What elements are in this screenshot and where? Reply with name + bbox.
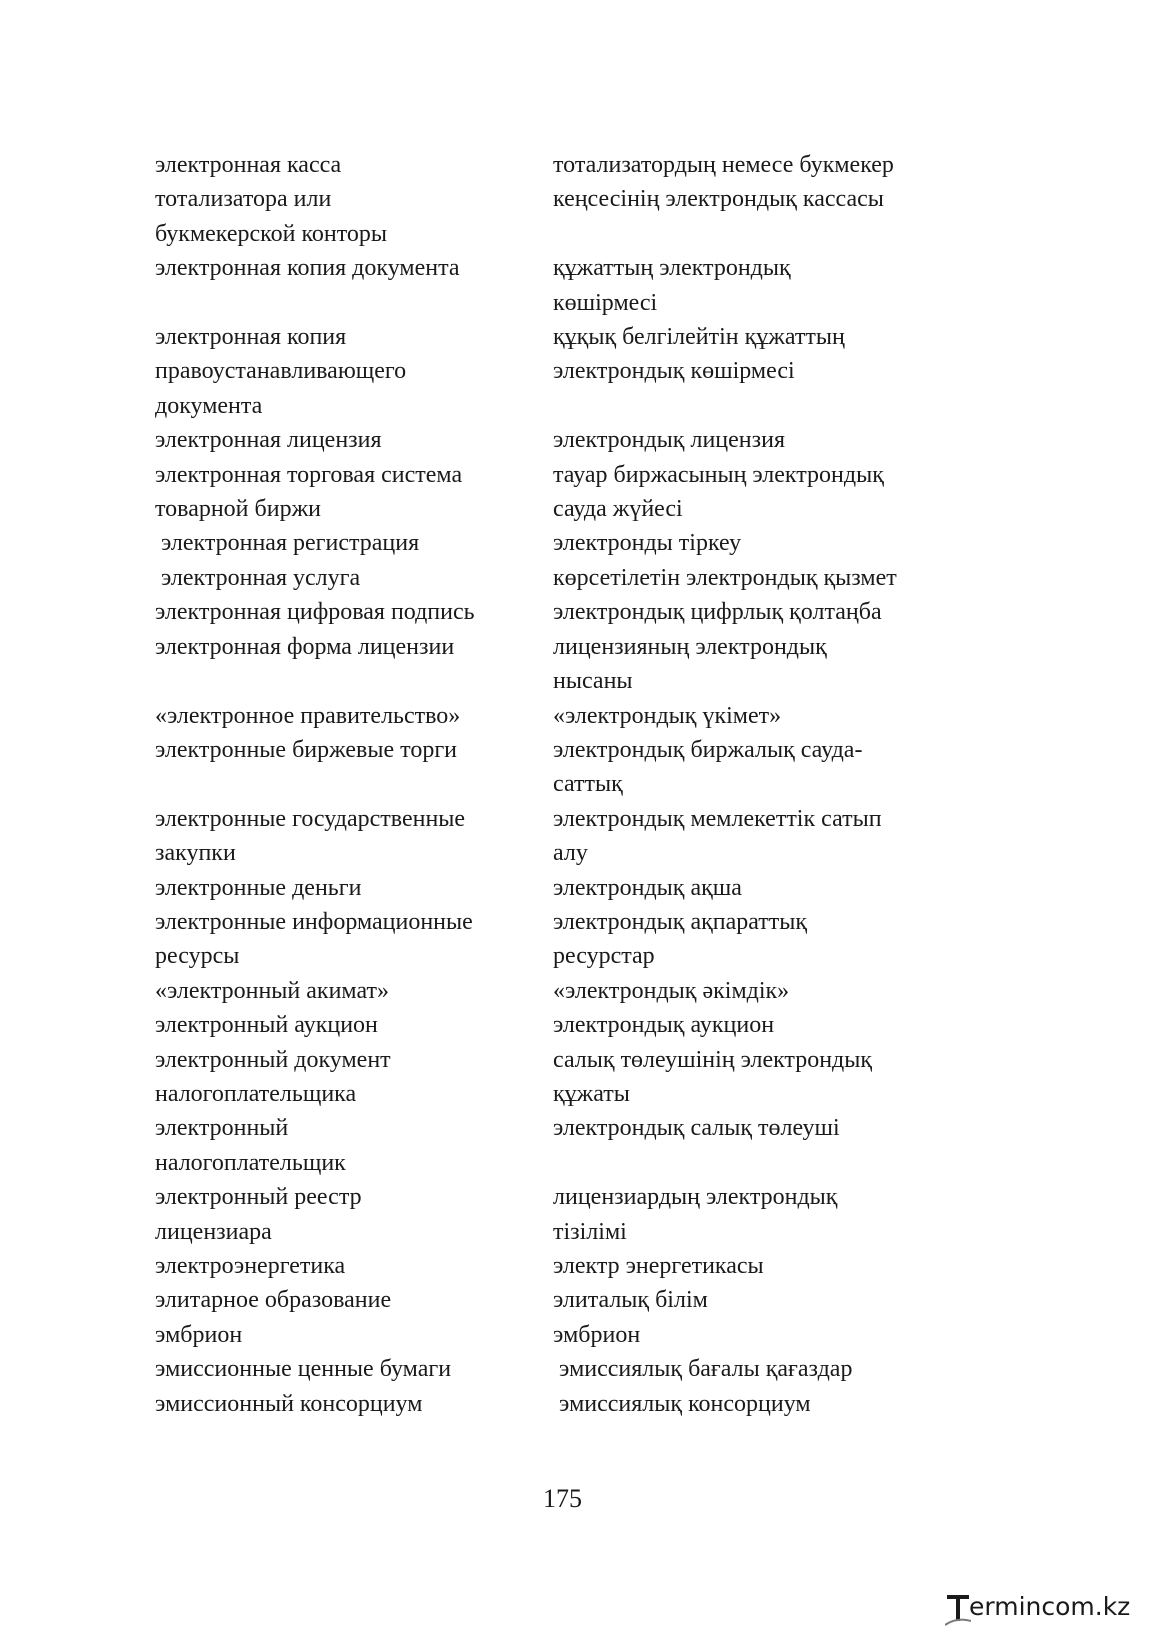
kazakh-term: элиталық білім: [553, 1287, 708, 1314]
glossary-entry: [155, 630, 995, 699]
kazakh-term: салық төлеушінің электрондық құжаты: [553, 1046, 873, 1107]
russian-term: электронные информационные ресурсы: [155, 908, 473, 970]
kazakh-term: эмбрион: [553, 1321, 641, 1348]
glossary-entry: [155, 1111, 995, 1180]
glossary-entry: [155, 526, 995, 560]
russian-term: электронная цифровая подпись: [155, 599, 475, 626]
page-number: 175: [543, 1484, 582, 1513]
kazakh-term: электрондық аукцион: [553, 1012, 775, 1039]
glossary-entry: [155, 974, 995, 1008]
russian-term: эмбрион: [155, 1321, 243, 1348]
russian-term: электронная копия правоустанавливающего документа: [155, 324, 407, 419]
russian-term: электронный реестр лицензиара: [155, 1184, 362, 1245]
kazakh-term: электрондық мемлекеттік сатып алу: [553, 805, 882, 867]
russian-term: электронная касса тотализатора или букмекерской конторы: [155, 152, 388, 247]
russian-term: эмиссионный консорциум: [155, 1390, 423, 1417]
russian-term: электронная услуга: [155, 564, 361, 591]
kazakh-term: «электрондық әкімдік»: [553, 977, 790, 1004]
russian-term: элитарное образование: [155, 1287, 392, 1314]
russian-term: электроэнергетика: [155, 1253, 346, 1279]
glossary-entry: [155, 148, 995, 251]
kazakh-term: электронды тіркеу: [553, 530, 742, 557]
glossary-entry: [155, 1318, 995, 1352]
kazakh-term: электрондық биржалық сауда- саттық: [553, 736, 863, 798]
glossary-entry: [155, 1249, 995, 1283]
glossary-entry: [155, 1387, 995, 1421]
kazakh-term: эмиссиялық бағалы қағаздар: [553, 1356, 853, 1383]
russian-term: электронная форма лицензии: [155, 633, 455, 660]
glossary-entry: [155, 458, 995, 527]
glossary-entry: [155, 871, 995, 905]
kazakh-term: тотализатордың немесе букмекер кеңсесінің электрондық кассасы: [553, 152, 894, 213]
glossary-entry: [155, 699, 995, 733]
kazakh-term: эмиссиялық консорциум: [553, 1390, 811, 1417]
russian-term: электронные биржевые торги: [155, 736, 458, 763]
russian-term: электронный налогоплательщик: [155, 1115, 346, 1176]
glossary-entry: [155, 802, 995, 871]
kazakh-term: электрондық салық төлеуші: [553, 1115, 840, 1142]
kazakh-term: электр энергетикасы: [553, 1253, 764, 1279]
logo-text: ermincom.kz: [969, 1592, 1131, 1621]
kazakh-term: лицензиардың электрондық тізілімі: [553, 1184, 838, 1245]
kazakh-term: тауар биржасының электрондық сауда жүйесі: [553, 461, 884, 523]
kazakh-term: электрондық лицензия: [553, 427, 785, 454]
kazakh-term: электрондық ақпараттық ресурстар: [553, 908, 808, 970]
glossary-entry: [155, 1008, 995, 1042]
russian-term: электронная регистрация: [155, 530, 420, 557]
glossary-entry: [155, 1352, 995, 1386]
termincom-logo-mark-icon: [945, 1587, 971, 1627]
russian-term: электронная копия документа: [155, 255, 460, 282]
kazakh-term: электрондық цифрлық қолтаңба: [553, 599, 882, 626]
kazakh-term: көрсетілетін электрондық қызмет: [553, 564, 897, 591]
glossary-entry: [155, 423, 995, 457]
glossary-entry: [155, 1180, 995, 1249]
glossary-entry: [155, 1283, 995, 1317]
russian-term: электронные деньги: [155, 874, 362, 901]
russian-term: «электронный акимат»: [155, 977, 389, 1004]
kazakh-term: құжаттың электрондық көшірмесі: [553, 255, 791, 316]
russian-term: электронный аукцион: [155, 1012, 378, 1039]
glossary-entry: [155, 905, 995, 974]
glossary-entry: [155, 733, 995, 802]
kazakh-term: құқық белгілейтін құжаттың электрондық көшірмесі: [553, 324, 845, 385]
glossary-entry: [155, 595, 995, 629]
russian-term: «электронное правительство»: [155, 702, 461, 729]
russian-term: электронная торговая система товарной биржи: [155, 461, 463, 523]
glossary-entry: [155, 561, 995, 595]
glossary-entry: [155, 251, 995, 320]
termincom-logo[interactable]: [945, 1587, 1150, 1627]
kazakh-term: лицензияның электрондық нысаны: [553, 633, 827, 695]
kazakh-term: электрондық ақша: [553, 874, 742, 901]
russian-term: эмиссионные ценные бумаги: [155, 1356, 452, 1383]
russian-term: электронный документ налогоплательщика: [155, 1046, 391, 1107]
kazakh-term: «электрондық үкімет»: [553, 702, 782, 729]
glossary-entry: [155, 320, 995, 423]
glossary-list: [155, 148, 995, 1421]
glossary-entry: [155, 1043, 995, 1112]
russian-term: электронные государственные закупки: [155, 805, 466, 867]
russian-term: электронная лицензия: [155, 427, 382, 454]
